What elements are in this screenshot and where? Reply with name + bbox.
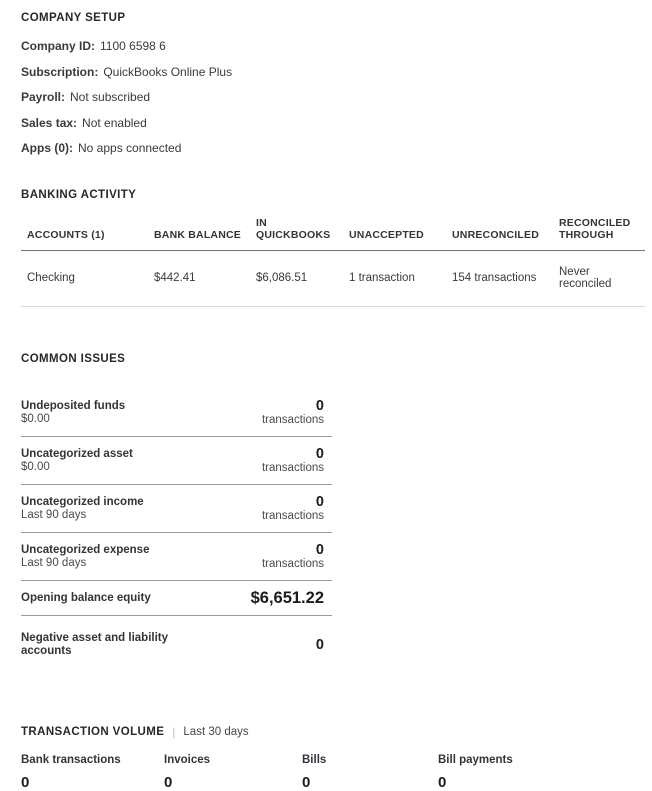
metric-label: Bank transactions: [21, 754, 121, 766]
transaction-volume-period: Last 30 days: [183, 726, 249, 738]
issue-text: [21, 496, 144, 522]
field-apps-value: No apps connected: [78, 141, 182, 155]
issue-text: [21, 448, 133, 474]
pipe-divider: |: [172, 725, 176, 739]
issue-text: [21, 592, 151, 605]
cell-in-quickbooks: $6,086.51: [256, 251, 349, 307]
issue-text: [21, 632, 221, 658]
issue-value-block: [262, 495, 332, 523]
field-sales-tax-label: Sales tax:: [21, 115, 78, 130]
issue-row-undeposited-funds: [21, 389, 332, 437]
field-company-id-label: Company ID:: [21, 39, 96, 53]
issue-unit: transactions: [261, 414, 324, 426]
section-common-issues: [21, 353, 631, 667]
field-sales-tax: [21, 117, 631, 130]
issue-title: Uncategorized income: [21, 496, 144, 508]
column-header-unaccepted: UNACCEPTED: [349, 205, 452, 251]
issue-value: 0: [315, 542, 324, 558]
transaction-volume-metrics: [21, 754, 631, 791]
metric-label: Invoices: [164, 754, 211, 766]
issue-value: 0: [315, 446, 324, 462]
field-apps: [21, 142, 631, 155]
field-payroll-label: Payroll:: [21, 90, 66, 104]
column-header-in-quickbooks: IN QUICKBOOKS: [256, 205, 349, 251]
banking-activity-heading: BANKING ACTIVITY: [21, 189, 137, 201]
issue-unit: transactions: [261, 510, 324, 522]
metric-value: 0: [438, 774, 447, 791]
cell-unreconciled: 154 transactions: [452, 251, 559, 307]
cell-account-name: Checking: [21, 251, 154, 307]
metric-value: 0: [302, 774, 311, 791]
section-transaction-volume: [21, 725, 631, 791]
field-payroll: [21, 91, 631, 104]
issue-subtitle: $0.00: [21, 413, 50, 425]
issue-value: 0: [315, 494, 324, 510]
field-apps-label: Apps (0):: [21, 141, 73, 155]
issue-value-block: [316, 638, 332, 653]
issue-text: [21, 400, 125, 426]
issue-row-negative-accounts: [21, 616, 332, 667]
issue-value-block: [262, 447, 332, 475]
issue-title: Opening balance equity: [21, 592, 151, 604]
field-subscription: [21, 66, 631, 79]
issue-unit: transactions: [261, 558, 324, 570]
issue-value: 0: [315, 636, 324, 653]
issue-row-opening-balance-equity: [21, 581, 332, 616]
common-issues-list: [21, 389, 332, 667]
metric-label: Bill payments: [438, 754, 513, 766]
column-header-accounts: ACCOUNTS (1): [21, 205, 154, 251]
issue-value: $6,651.22: [250, 589, 324, 607]
company-setup-heading: COMPANY SETUP: [21, 12, 126, 24]
metric-bills: [302, 754, 438, 791]
issue-value-block: [251, 591, 332, 606]
field-sales-tax-value: Not enabled: [82, 115, 147, 130]
field-payroll-value: Not subscribed: [70, 90, 151, 104]
issue-row-uncategorized-income: [21, 485, 332, 533]
issue-title: Negative asset and liability accounts: [21, 632, 169, 657]
cell-reconciled-through: Never reconciled: [559, 251, 645, 307]
transaction-volume-heading-row: [21, 725, 631, 739]
metric-value: 0: [164, 774, 173, 791]
metric-value: 0: [21, 774, 30, 791]
issue-subtitle: Last 90 days: [21, 509, 87, 521]
issue-value: 0: [315, 398, 324, 414]
banking-accounts-table: [21, 205, 645, 307]
issue-title: Uncategorized asset: [21, 448, 133, 460]
issue-title: Uncategorized expense: [21, 544, 150, 556]
issue-unit: transactions: [261, 462, 324, 474]
issue-subtitle: $0.00: [21, 461, 50, 473]
table-row-checking: [21, 251, 645, 307]
banking-table-header-row: [21, 205, 645, 251]
issue-title: Undeposited funds: [21, 400, 126, 412]
transaction-volume-heading: TRANSACTION VOLUME: [21, 726, 165, 738]
issue-value-block: [262, 399, 332, 427]
issue-value-block: [262, 543, 332, 571]
column-header-unreconciled: UNRECONCILED: [452, 205, 559, 251]
metric-label: Bills: [302, 754, 327, 766]
field-company-id-value: 1100 6598 6: [100, 39, 166, 53]
metric-bank-transactions: [21, 754, 164, 791]
issue-subtitle: Last 90 days: [21, 557, 87, 569]
section-company-setup: [21, 12, 631, 155]
field-company-id: [21, 40, 631, 53]
column-header-bank-balance: BANK BALANCE: [154, 205, 256, 251]
metric-invoices: [164, 754, 302, 791]
issue-row-uncategorized-asset: [21, 437, 332, 485]
column-header-reconciled-through: RECONCILED THROUGH: [559, 205, 645, 251]
cell-bank-balance: $442.41: [154, 251, 256, 307]
cell-unaccepted: 1 transaction: [349, 251, 452, 307]
common-issues-heading: COMMON ISSUES: [21, 353, 126, 365]
field-subscription-label: Subscription:: [21, 64, 99, 79]
issue-text: [21, 544, 149, 570]
issue-row-uncategorized-expense: [21, 533, 332, 581]
metric-bill-payments: [438, 754, 631, 791]
section-banking-activity: [21, 189, 631, 307]
field-subscription-value: QuickBooks Online Plus: [103, 64, 233, 79]
